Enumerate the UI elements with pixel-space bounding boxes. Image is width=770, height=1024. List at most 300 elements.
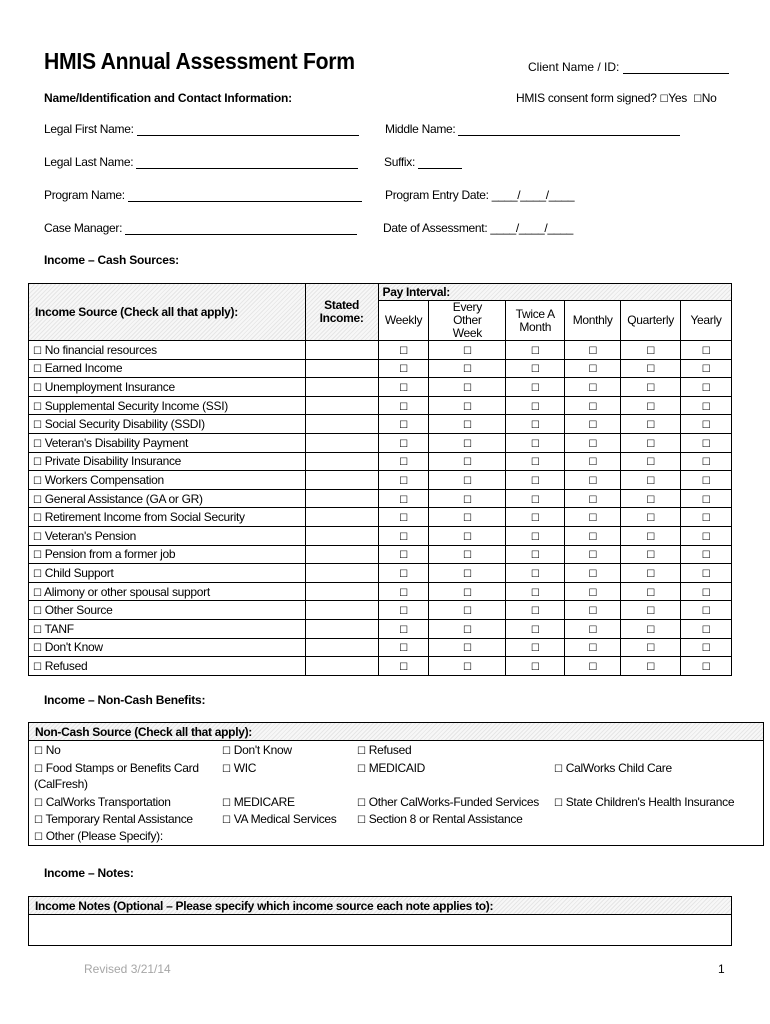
income-source-cell[interactable] — [29, 378, 306, 397]
interval-checkbox-cell[interactable] — [378, 508, 429, 527]
interval-checkbox-cell[interactable] — [621, 396, 681, 415]
checkbox-icon[interactable]: ☐ — [463, 624, 472, 636]
interval-checkbox-cell[interactable] — [378, 433, 429, 452]
stated-income-cell[interactable] — [305, 601, 378, 620]
checkbox-icon[interactable]: ☐ — [399, 494, 408, 506]
date-of-assessment-field[interactable] — [383, 221, 573, 235]
consent-no-checkbox[interactable]: ☐ — [693, 94, 702, 105]
checkbox-icon[interactable]: ☐ — [399, 364, 408, 376]
checkbox-icon[interactable]: ☐ — [463, 364, 472, 376]
checkbox-icon[interactable]: ☐ — [399, 550, 408, 562]
checkbox-icon[interactable]: ☐ — [34, 798, 43, 809]
checkbox-icon[interactable]: ☐ — [646, 624, 655, 636]
date-of-assessment-input[interactable]: ____/____/____ — [490, 221, 573, 235]
checkbox-icon[interactable]: ☐ — [399, 624, 408, 636]
interval-checkbox-cell[interactable] — [378, 489, 429, 508]
interval-checkbox-cell[interactable] — [506, 508, 565, 527]
interval-checkbox-cell[interactable] — [621, 545, 681, 564]
checkbox-icon[interactable]: ☐ — [463, 661, 472, 673]
checkbox-icon[interactable]: ☐ — [588, 568, 597, 580]
checkbox-icon[interactable]: ☐ — [701, 568, 711, 580]
interval-checkbox-cell[interactable] — [429, 619, 506, 638]
interval-checkbox-cell[interactable] — [621, 489, 681, 508]
interval-checkbox-cell[interactable] — [378, 601, 429, 620]
noncash-calworks-child-care[interactable] — [554, 761, 672, 777]
checkbox-icon[interactable]: ☐ — [222, 815, 231, 826]
checkbox-icon[interactable]: ☐ — [399, 587, 408, 599]
interval-checkbox-cell[interactable] — [378, 471, 429, 490]
legal-first-name-line[interactable] — [137, 124, 359, 136]
checkbox-icon[interactable]: ☐ — [33, 550, 42, 562]
noncash-dont-know[interactable] — [222, 743, 292, 759]
interval-checkbox-cell[interactable] — [681, 601, 732, 620]
interval-checkbox-cell[interactable] — [378, 378, 429, 397]
interval-checkbox-cell[interactable] — [621, 657, 681, 676]
interval-checkbox-cell[interactable] — [621, 415, 681, 434]
checkbox-icon[interactable]: ☐ — [646, 531, 655, 543]
income-source-cell[interactable] — [29, 526, 306, 545]
checkbox-icon[interactable]: ☐ — [33, 401, 42, 413]
interval-checkbox-cell[interactable] — [681, 508, 732, 527]
checkbox-icon[interactable]: ☐ — [530, 643, 540, 655]
checkbox-icon[interactable]: ☐ — [701, 382, 711, 394]
interval-checkbox-cell[interactable] — [429, 433, 506, 452]
interval-checkbox-cell[interactable] — [565, 489, 621, 508]
checkbox-icon[interactable]: ☐ — [646, 568, 655, 580]
checkbox-icon[interactable]: ☐ — [588, 438, 597, 450]
consent-yes-checkbox[interactable]: ☐ — [659, 94, 669, 105]
interval-checkbox-cell[interactable] — [681, 526, 732, 545]
interval-checkbox-cell[interactable] — [429, 341, 506, 360]
stated-income-cell[interactable] — [305, 396, 378, 415]
checkbox-icon[interactable]: ☐ — [399, 420, 408, 432]
interval-checkbox-cell[interactable] — [429, 601, 506, 620]
interval-checkbox-cell[interactable] — [681, 489, 732, 508]
interval-checkbox-cell[interactable] — [429, 396, 506, 415]
income-source-cell[interactable] — [29, 545, 306, 564]
interval-checkbox-cell[interactable] — [565, 378, 621, 397]
interval-checkbox-cell[interactable] — [565, 582, 621, 601]
checkbox-icon[interactable]: ☐ — [588, 345, 597, 357]
interval-checkbox-cell[interactable] — [681, 657, 732, 676]
noncash-wic[interactable] — [222, 761, 256, 777]
checkbox-icon[interactable]: ☐ — [530, 345, 540, 357]
interval-checkbox-cell[interactable] — [506, 657, 565, 676]
checkbox-icon[interactable]: ☐ — [530, 513, 540, 525]
checkbox-icon[interactable]: ☐ — [646, 438, 655, 450]
interval-checkbox-cell[interactable] — [506, 619, 565, 638]
interval-checkbox-cell[interactable] — [621, 526, 681, 545]
checkbox-icon[interactable]: ☐ — [701, 587, 711, 599]
checkbox-icon[interactable]: ☐ — [588, 661, 597, 673]
interval-checkbox-cell[interactable] — [378, 564, 429, 583]
interval-checkbox-cell[interactable] — [506, 378, 565, 397]
checkbox-icon[interactable]: ☐ — [554, 798, 563, 809]
suffix-line[interactable] — [418, 157, 462, 169]
checkbox-icon[interactable]: ☐ — [463, 345, 472, 357]
checkbox-icon[interactable]: ☐ — [399, 661, 408, 673]
interval-checkbox-cell[interactable] — [506, 489, 565, 508]
case-manager-field[interactable] — [44, 221, 357, 235]
checkbox-icon[interactable]: ☐ — [530, 420, 540, 432]
interval-checkbox-cell[interactable] — [506, 471, 565, 490]
income-source-cell[interactable] — [29, 564, 306, 583]
suffix-field[interactable] — [384, 155, 462, 169]
interval-checkbox-cell[interactable] — [681, 359, 732, 378]
checkbox-icon[interactable]: ☐ — [222, 764, 231, 775]
checkbox-icon[interactable]: ☐ — [463, 568, 472, 580]
checkbox-icon[interactable]: ☐ — [463, 531, 472, 543]
checkbox-icon[interactable]: ☐ — [588, 550, 597, 562]
interval-checkbox-cell[interactable] — [681, 415, 732, 434]
checkbox-icon[interactable]: ☐ — [530, 661, 540, 673]
interval-checkbox-cell[interactable] — [429, 378, 506, 397]
income-source-cell[interactable] — [29, 601, 306, 620]
interval-checkbox-cell[interactable] — [429, 526, 506, 545]
interval-checkbox-cell[interactable] — [621, 508, 681, 527]
legal-last-name-field[interactable] — [44, 155, 358, 169]
checkbox-icon[interactable]: ☐ — [463, 494, 472, 506]
interval-checkbox-cell[interactable] — [378, 415, 429, 434]
checkbox-icon[interactable]: ☐ — [34, 815, 43, 826]
checkbox-icon[interactable]: ☐ — [463, 382, 472, 394]
checkbox-icon[interactable]: ☐ — [399, 438, 408, 450]
interval-checkbox-cell[interactable] — [565, 526, 621, 545]
checkbox-icon[interactable]: ☐ — [222, 798, 231, 809]
checkbox-icon[interactable]: ☐ — [701, 420, 711, 432]
interval-checkbox-cell[interactable] — [565, 564, 621, 583]
checkbox-icon[interactable]: ☐ — [530, 494, 540, 506]
checkbox-icon[interactable]: ☐ — [33, 382, 42, 394]
stated-income-cell[interactable] — [305, 508, 378, 527]
checkbox-icon[interactable]: ☐ — [588, 624, 597, 636]
checkbox-icon[interactable]: ☐ — [701, 438, 711, 450]
checkbox-icon[interactable]: ☐ — [33, 606, 42, 618]
stated-income-cell[interactable] — [305, 452, 378, 471]
checkbox-icon[interactable]: ☐ — [399, 643, 408, 655]
income-source-cell[interactable] — [29, 582, 306, 601]
checkbox-icon[interactable]: ☐ — [33, 420, 42, 432]
stated-income-cell[interactable] — [305, 359, 378, 378]
checkbox-icon[interactable]: ☐ — [357, 764, 366, 775]
interval-checkbox-cell[interactable] — [506, 601, 565, 620]
interval-checkbox-cell[interactable] — [429, 489, 506, 508]
middle-name-field[interactable] — [385, 122, 680, 136]
interval-checkbox-cell[interactable] — [621, 471, 681, 490]
interval-checkbox-cell[interactable] — [681, 638, 732, 657]
interval-checkbox-cell[interactable] — [565, 433, 621, 452]
checkbox-icon[interactable]: ☐ — [701, 457, 711, 469]
checkbox-icon[interactable]: ☐ — [588, 457, 597, 469]
noncash-medicaid[interactable] — [357, 761, 425, 777]
checkbox-icon[interactable]: ☐ — [588, 531, 597, 543]
interval-checkbox-cell[interactable] — [506, 545, 565, 564]
interval-checkbox-cell[interactable] — [506, 564, 565, 583]
noncash-food-stamps[interactable] — [34, 761, 199, 777]
interval-checkbox-cell[interactable] — [506, 582, 565, 601]
interval-checkbox-cell[interactable] — [565, 452, 621, 471]
checkbox-icon[interactable]: ☐ — [701, 661, 711, 673]
checkbox-icon[interactable]: ☐ — [646, 475, 655, 487]
checkbox-icon[interactable]: ☐ — [646, 420, 655, 432]
interval-checkbox-cell[interactable] — [681, 471, 732, 490]
checkbox-icon[interactable]: ☐ — [588, 364, 597, 376]
case-manager-line[interactable] — [125, 223, 357, 235]
interval-checkbox-cell[interactable] — [621, 582, 681, 601]
interval-checkbox-cell[interactable] — [506, 433, 565, 452]
interval-checkbox-cell[interactable] — [506, 526, 565, 545]
checkbox-icon[interactable]: ☐ — [33, 661, 42, 673]
income-source-cell[interactable] — [29, 638, 306, 657]
program-name-line[interactable] — [128, 190, 362, 202]
interval-checkbox-cell[interactable] — [506, 341, 565, 360]
checkbox-icon[interactable]: ☐ — [463, 587, 472, 599]
checkbox-icon[interactable]: ☐ — [530, 587, 540, 599]
checkbox-icon[interactable]: ☐ — [588, 643, 597, 655]
legal-first-name-field[interactable] — [44, 122, 359, 136]
income-source-cell[interactable] — [29, 452, 306, 471]
interval-checkbox-cell[interactable] — [378, 657, 429, 676]
stated-income-cell[interactable] — [305, 619, 378, 638]
checkbox-icon[interactable]: ☐ — [463, 606, 472, 618]
checkbox-icon[interactable]: ☐ — [554, 764, 563, 775]
checkbox-icon[interactable]: ☐ — [588, 513, 597, 525]
interval-checkbox-cell[interactable] — [565, 545, 621, 564]
interval-checkbox-cell[interactable] — [506, 452, 565, 471]
checkbox-icon[interactable]: ☐ — [357, 798, 366, 809]
stated-income-cell[interactable] — [305, 471, 378, 490]
checkbox-icon[interactable]: ☐ — [33, 531, 42, 543]
interval-checkbox-cell[interactable] — [681, 582, 732, 601]
checkbox-icon[interactable]: ☐ — [701, 531, 711, 543]
interval-checkbox-cell[interactable] — [429, 582, 506, 601]
checkbox-icon[interactable]: ☐ — [530, 550, 540, 562]
checkbox-icon[interactable]: ☐ — [646, 382, 655, 394]
checkbox-icon[interactable]: ☐ — [530, 624, 540, 636]
income-source-cell[interactable] — [29, 341, 306, 360]
checkbox-icon[interactable]: ☐ — [399, 401, 408, 413]
interval-checkbox-cell[interactable] — [506, 359, 565, 378]
interval-checkbox-cell[interactable] — [565, 396, 621, 415]
interval-checkbox-cell[interactable] — [621, 433, 681, 452]
interval-checkbox-cell[interactable] — [565, 359, 621, 378]
checkbox-icon[interactable]: ☐ — [646, 606, 655, 618]
checkbox-icon[interactable]: ☐ — [588, 587, 597, 599]
checkbox-icon[interactable]: ☐ — [463, 438, 472, 450]
checkbox-icon[interactable]: ☐ — [399, 513, 408, 525]
checkbox-icon[interactable]: ☐ — [530, 438, 540, 450]
checkbox-icon[interactable]: ☐ — [530, 531, 540, 543]
stated-income-cell[interactable] — [305, 341, 378, 360]
interval-checkbox-cell[interactable] — [565, 508, 621, 527]
checkbox-icon[interactable]: ☐ — [399, 345, 408, 357]
noncash-section8[interactable] — [357, 812, 522, 828]
income-source-cell[interactable] — [29, 471, 306, 490]
income-source-cell[interactable] — [29, 619, 306, 638]
checkbox-icon[interactable]: ☐ — [399, 568, 408, 580]
interval-checkbox-cell[interactable] — [429, 415, 506, 434]
program-entry-date-field[interactable] — [385, 188, 574, 202]
stated-income-cell[interactable] — [305, 657, 378, 676]
checkbox-icon[interactable]: ☐ — [33, 364, 42, 376]
checkbox-icon[interactable]: ☐ — [530, 606, 540, 618]
interval-checkbox-cell[interactable] — [378, 452, 429, 471]
checkbox-icon[interactable]: ☐ — [33, 587, 42, 599]
interval-checkbox-cell[interactable] — [506, 396, 565, 415]
checkbox-icon[interactable]: ☐ — [34, 832, 43, 843]
checkbox-icon[interactable]: ☐ — [463, 420, 472, 432]
checkbox-icon[interactable]: ☐ — [463, 401, 472, 413]
checkbox-icon[interactable]: ☐ — [530, 401, 540, 413]
interval-checkbox-cell[interactable] — [621, 564, 681, 583]
income-source-cell[interactable] — [29, 489, 306, 508]
checkbox-icon[interactable]: ☐ — [222, 746, 231, 757]
stated-income-cell[interactable] — [305, 378, 378, 397]
checkbox-icon[interactable]: ☐ — [399, 531, 408, 543]
interval-checkbox-cell[interactable] — [621, 341, 681, 360]
checkbox-icon[interactable]: ☐ — [646, 587, 655, 599]
program-entry-date-input[interactable]: ____/____/____ — [491, 188, 575, 202]
client-id-field[interactable] — [528, 60, 729, 74]
stated-income-cell[interactable] — [305, 489, 378, 508]
interval-checkbox-cell[interactable] — [378, 396, 429, 415]
noncash-other[interactable] — [34, 829, 163, 845]
noncash-no[interactable] — [34, 743, 60, 759]
checkbox-icon[interactable]: ☐ — [33, 345, 42, 357]
checkbox-icon[interactable]: ☐ — [701, 624, 711, 636]
noncash-other-calworks[interactable] — [357, 795, 539, 811]
checkbox-icon[interactable]: ☐ — [646, 494, 655, 506]
interval-checkbox-cell[interactable] — [565, 415, 621, 434]
interval-checkbox-cell[interactable] — [378, 619, 429, 638]
checkbox-icon[interactable]: ☐ — [463, 550, 472, 562]
checkbox-icon[interactable]: ☐ — [646, 401, 655, 413]
income-source-cell[interactable] — [29, 433, 306, 452]
interval-checkbox-cell[interactable] — [681, 564, 732, 583]
checkbox-icon[interactable]: ☐ — [399, 457, 408, 469]
checkbox-icon[interactable]: ☐ — [646, 457, 655, 469]
interval-checkbox-cell[interactable] — [565, 657, 621, 676]
stated-income-cell[interactable] — [305, 433, 378, 452]
checkbox-icon[interactable]: ☐ — [701, 494, 711, 506]
checkbox-icon[interactable]: ☐ — [530, 364, 540, 376]
interval-checkbox-cell[interactable] — [429, 657, 506, 676]
checkbox-icon[interactable]: ☐ — [588, 475, 597, 487]
interval-checkbox-cell[interactable] — [565, 471, 621, 490]
interval-checkbox-cell[interactable] — [378, 638, 429, 657]
checkbox-icon[interactable]: ☐ — [33, 568, 42, 580]
interval-checkbox-cell[interactable] — [429, 638, 506, 657]
checkbox-icon[interactable]: ☐ — [33, 475, 42, 487]
interval-checkbox-cell[interactable] — [429, 545, 506, 564]
checkbox-icon[interactable]: ☐ — [646, 345, 655, 357]
noncash-calworks-transport[interactable] — [34, 795, 171, 811]
client-id-line[interactable] — [623, 62, 729, 74]
checkbox-icon[interactable]: ☐ — [463, 475, 472, 487]
checkbox-icon[interactable]: ☐ — [33, 494, 42, 506]
interval-checkbox-cell[interactable] — [378, 341, 429, 360]
interval-checkbox-cell[interactable] — [378, 582, 429, 601]
interval-checkbox-cell[interactable] — [681, 619, 732, 638]
noncash-temp-rental[interactable] — [34, 812, 193, 828]
interval-checkbox-cell[interactable] — [681, 545, 732, 564]
interval-checkbox-cell[interactable] — [378, 526, 429, 545]
income-source-cell[interactable] — [29, 359, 306, 378]
checkbox-icon[interactable]: ☐ — [463, 513, 472, 525]
income-notes-box[interactable] — [28, 896, 732, 946]
interval-checkbox-cell[interactable] — [565, 638, 621, 657]
checkbox-icon[interactable]: ☐ — [463, 643, 472, 655]
interval-checkbox-cell[interactable] — [681, 452, 732, 471]
checkbox-icon[interactable]: ☐ — [701, 606, 711, 618]
checkbox-icon[interactable]: ☐ — [33, 457, 42, 469]
noncash-refused[interactable] — [357, 743, 411, 759]
interval-checkbox-cell[interactable] — [565, 601, 621, 620]
stated-income-cell[interactable] — [305, 638, 378, 657]
interval-checkbox-cell[interactable] — [681, 341, 732, 360]
interval-checkbox-cell[interactable] — [506, 638, 565, 657]
interval-checkbox-cell[interactable] — [506, 415, 565, 434]
interval-checkbox-cell[interactable] — [621, 638, 681, 657]
checkbox-icon[interactable]: ☐ — [588, 401, 597, 413]
stated-income-cell[interactable] — [305, 415, 378, 434]
checkbox-icon[interactable]: ☐ — [701, 345, 711, 357]
stated-income-cell[interactable] — [305, 526, 378, 545]
interval-checkbox-cell[interactable] — [429, 471, 506, 490]
noncash-medicare[interactable] — [222, 795, 295, 811]
checkbox-icon[interactable]: ☐ — [33, 624, 42, 636]
checkbox-icon[interactable]: ☐ — [33, 438, 42, 450]
income-source-cell[interactable] — [29, 396, 306, 415]
program-name-field[interactable] — [44, 188, 362, 202]
checkbox-icon[interactable]: ☐ — [463, 457, 472, 469]
checkbox-icon[interactable]: ☐ — [646, 661, 655, 673]
checkbox-icon[interactable]: ☐ — [588, 494, 597, 506]
interval-checkbox-cell[interactable] — [429, 564, 506, 583]
stated-income-cell[interactable] — [305, 564, 378, 583]
checkbox-icon[interactable]: ☐ — [357, 746, 366, 757]
checkbox-icon[interactable]: ☐ — [399, 606, 408, 618]
checkbox-icon[interactable]: ☐ — [399, 475, 408, 487]
income-source-cell[interactable] — [29, 657, 306, 676]
interval-checkbox-cell[interactable] — [621, 359, 681, 378]
checkbox-icon[interactable]: ☐ — [588, 606, 597, 618]
interval-checkbox-cell[interactable] — [621, 378, 681, 397]
checkbox-icon[interactable]: ☐ — [357, 815, 366, 826]
checkbox-icon[interactable]: ☐ — [33, 513, 42, 525]
checkbox-icon[interactable]: ☐ — [530, 457, 540, 469]
interval-checkbox-cell[interactable] — [681, 433, 732, 452]
checkbox-icon[interactable]: ☐ — [646, 364, 655, 376]
interval-checkbox-cell[interactable] — [621, 601, 681, 620]
legal-last-name-line[interactable] — [136, 157, 358, 169]
interval-checkbox-cell[interactable] — [378, 545, 429, 564]
checkbox-icon[interactable]: ☐ — [646, 513, 655, 525]
checkbox-icon[interactable]: ☐ — [399, 382, 408, 394]
checkbox-icon[interactable]: ☐ — [588, 420, 597, 432]
middle-name-line[interactable] — [458, 124, 680, 136]
checkbox-icon[interactable]: ☐ — [701, 364, 711, 376]
interval-checkbox-cell[interactable] — [681, 396, 732, 415]
checkbox-icon[interactable]: ☐ — [701, 475, 711, 487]
checkbox-icon[interactable]: ☐ — [701, 550, 711, 562]
checkbox-icon[interactable]: ☐ — [34, 746, 43, 757]
noncash-va-medical[interactable] — [222, 812, 337, 828]
income-source-cell[interactable] — [29, 508, 306, 527]
noncash-schip[interactable] — [554, 795, 734, 811]
checkbox-icon[interactable]: ☐ — [530, 475, 540, 487]
interval-checkbox-cell[interactable] — [565, 619, 621, 638]
